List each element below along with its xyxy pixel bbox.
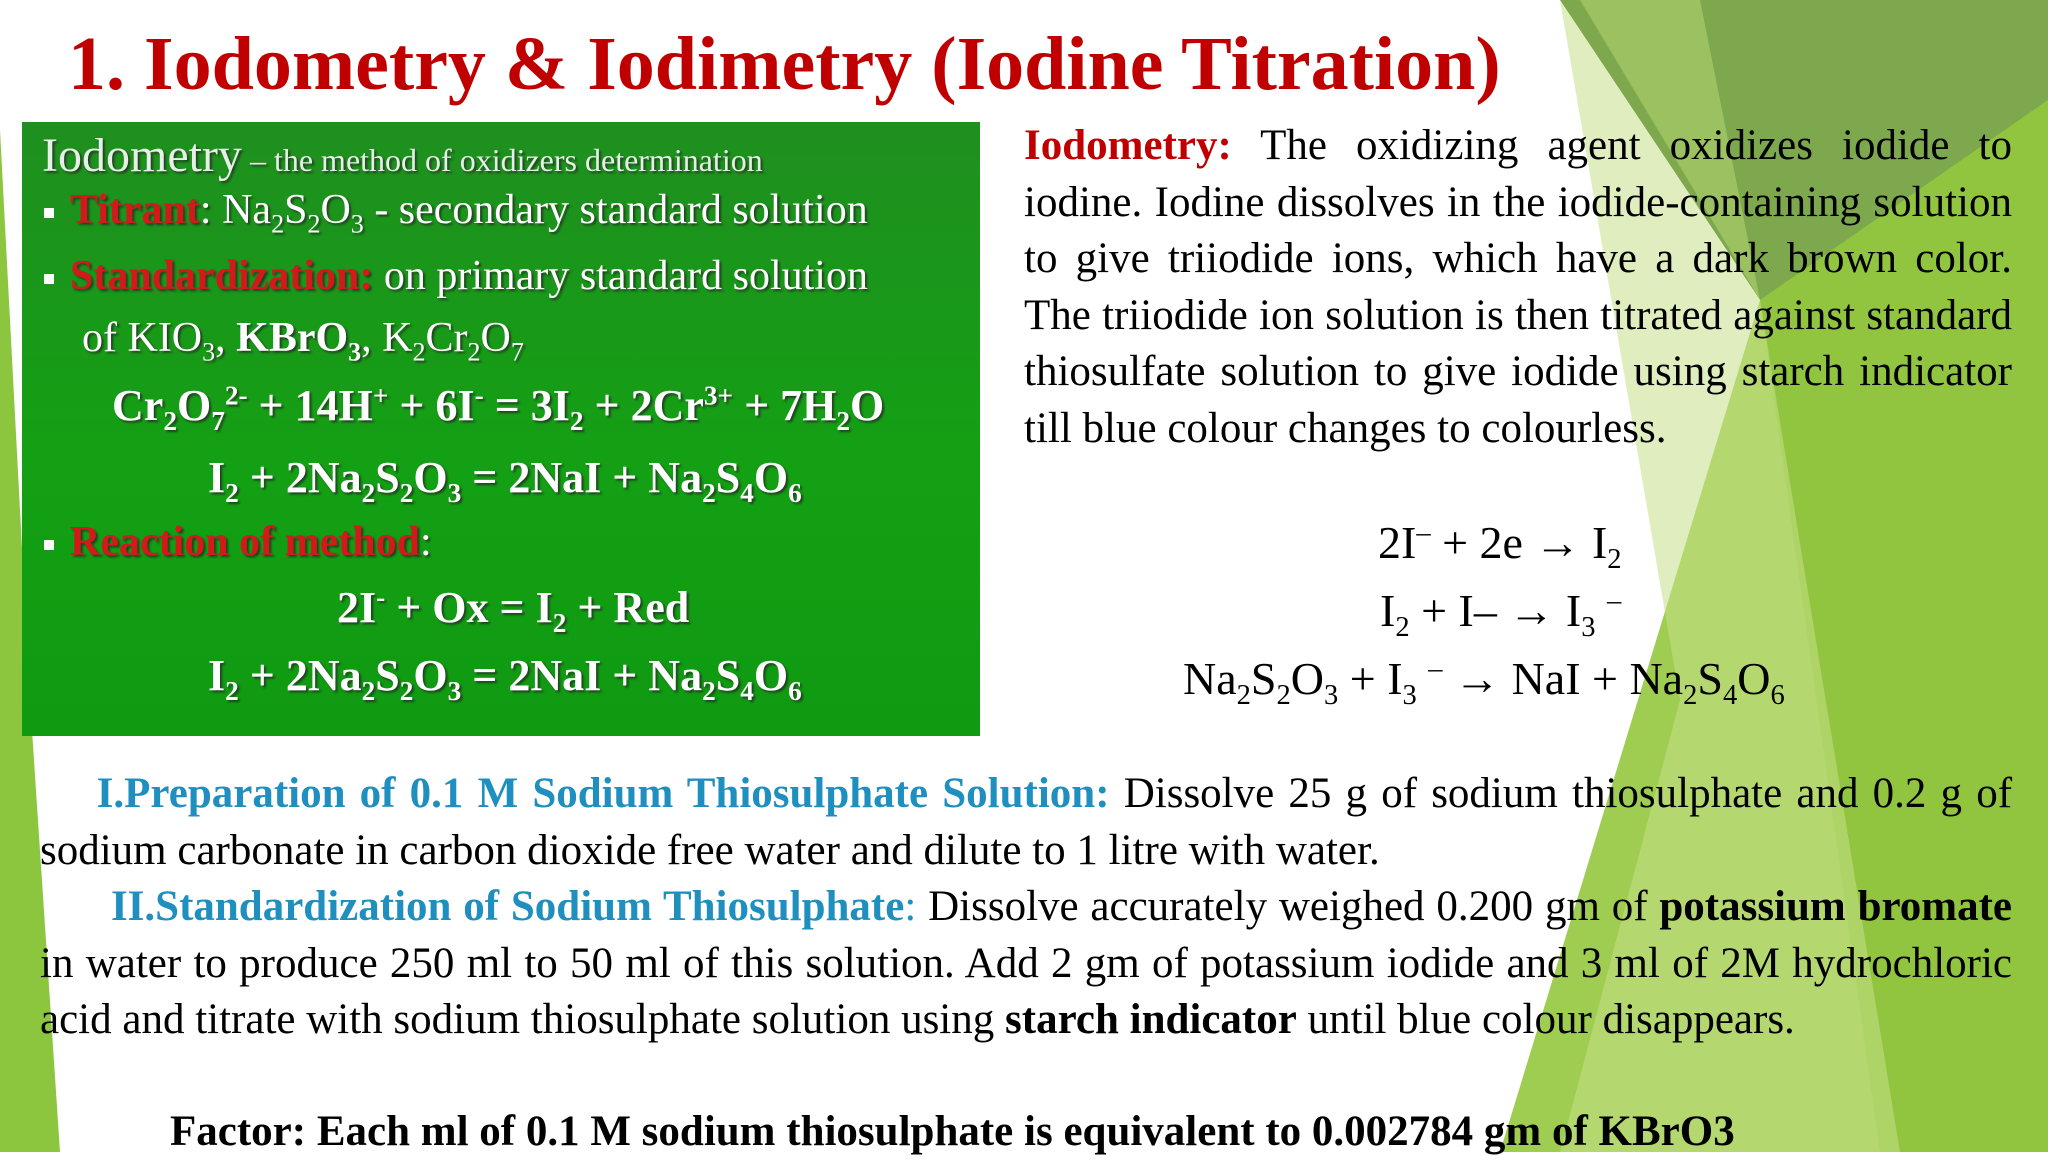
kbro3-text: KBrO	[236, 315, 349, 361]
titrant-text: - secondary standard solution	[363, 187, 868, 233]
panel-bullet-standardization	[44, 252, 868, 300]
iodometry-text: The oxidizing agent oxidizes iodide to iodine. Iodine dissolves in the iodide-containing solution to give triiodide ions, which have a dark brown color. The triiodide ion solution is then titrated against standard thiosulfate solution to give iodide using starch indicator till blue colour changes to colourless.	[1024, 122, 2012, 452]
section-preparation	[40, 766, 2012, 879]
k2cr2o7-formula: K	[382, 315, 413, 361]
standardization-label: Standardization:	[70, 253, 374, 299]
reaction-label: Reaction of method	[70, 519, 420, 565]
panel-heading-sub: – the method of oxidizers determination	[241, 142, 763, 178]
reaction-thiosulfate-titration: $Na_2S_2O_3 + I_3$ – → NaI + $Na_2S_4O_6$	[1183, 653, 1785, 712]
starch-indicator-bold: starch indicator	[1005, 996, 1297, 1043]
section-standardization-colon: :	[904, 883, 917, 930]
panel-equation-dichromate: $Cr_2O_7^{2-} + 14H^+ + 6I^- = 3I_2 + 2Cr^{3+} + 7H_2O$	[112, 380, 885, 436]
standardization-text-1: Dissolve accurately weighed 0.200 gm of	[916, 883, 1660, 930]
section-standardization	[40, 879, 2012, 1049]
section-standardization-heading: II.Standardization of Sodium Thiosulphate	[110, 883, 905, 930]
iodometry-image-panel	[22, 122, 980, 736]
bullet-icon	[44, 274, 54, 284]
bullet-icon	[44, 540, 54, 550]
panel-equation-thiosulfate-1: $I_2 + 2Na_2S_2O_3 = 2NaI + Na_2S_4O_6$	[208, 453, 802, 508]
reaction-colon: :	[419, 519, 432, 565]
titrant-label: Titrant	[70, 187, 200, 233]
reaction-triiodide-formation: $I_2 + I- \to I_3$ –	[1380, 585, 1622, 644]
standardization-text-3: until blue colour disappears.	[1296, 996, 1795, 1043]
factor-statement: Factor: Each ml of 0.1 M sodium thiosulphate is equivalent to 0.002784 gm of KBrO3	[170, 1108, 1735, 1155]
iodometry-description	[1024, 118, 2012, 457]
section-preparation-heading: I.Preparation of 0.1 M Sodium Thiosulphate Solution:	[96, 770, 1110, 817]
panel-bullet-titrant: Titrant: $Na_2S_2O_3$ - secondary standard solution	[44, 186, 868, 239]
bullet-icon	[44, 208, 54, 218]
titrant-formula: : Na	[199, 187, 272, 233]
slide-title: 1. Iodometry & Iodimetry (Iodine Titration)	[68, 22, 1501, 106]
panel-equation-thiosulfate-2: $I_2 + 2Na_2S_2O_3 = 2NaI + Na_2S_4O_6$	[208, 651, 802, 706]
panel-heading	[42, 128, 763, 183]
section-preparation-text: Dissolve 25 g of sodium thiosulphate and 0.2 g of sodium carbonate in carbon dioxide free water and dilute to 1 litre with water.	[40, 770, 2013, 874]
standardization-text: on primary standard solution	[373, 253, 868, 299]
standardization-text-2: in water to produce 250 ml to 50 ml of this solution. Add 2 gm of potassium iodide and 3 ml of 2M hydrochloric acid and titrate with sodium thiosulphate solution using	[40, 939, 2012, 1043]
reaction-iodide-oxidation: $2I^- + 2e \to I_2$	[1378, 517, 1622, 576]
iodometry-label: Iodometry:	[1024, 122, 1232, 169]
panel-bullet-reaction	[44, 518, 432, 566]
kio3-formula: of KIO	[82, 315, 203, 361]
kbro3-formula: KBrO$_3$	[236, 315, 362, 367]
panel-standardization-line2: of $KIO_3$, KBrO$_3$, $K_2Cr_2O_7$	[82, 315, 524, 367]
panel-heading-main: Iodometry	[42, 129, 242, 182]
potassium-bromate-bold: potassium bromate	[1659, 883, 2013, 930]
panel-equation-oxidizer: $2I^- + Ox = I_2$ + Red	[337, 582, 690, 638]
